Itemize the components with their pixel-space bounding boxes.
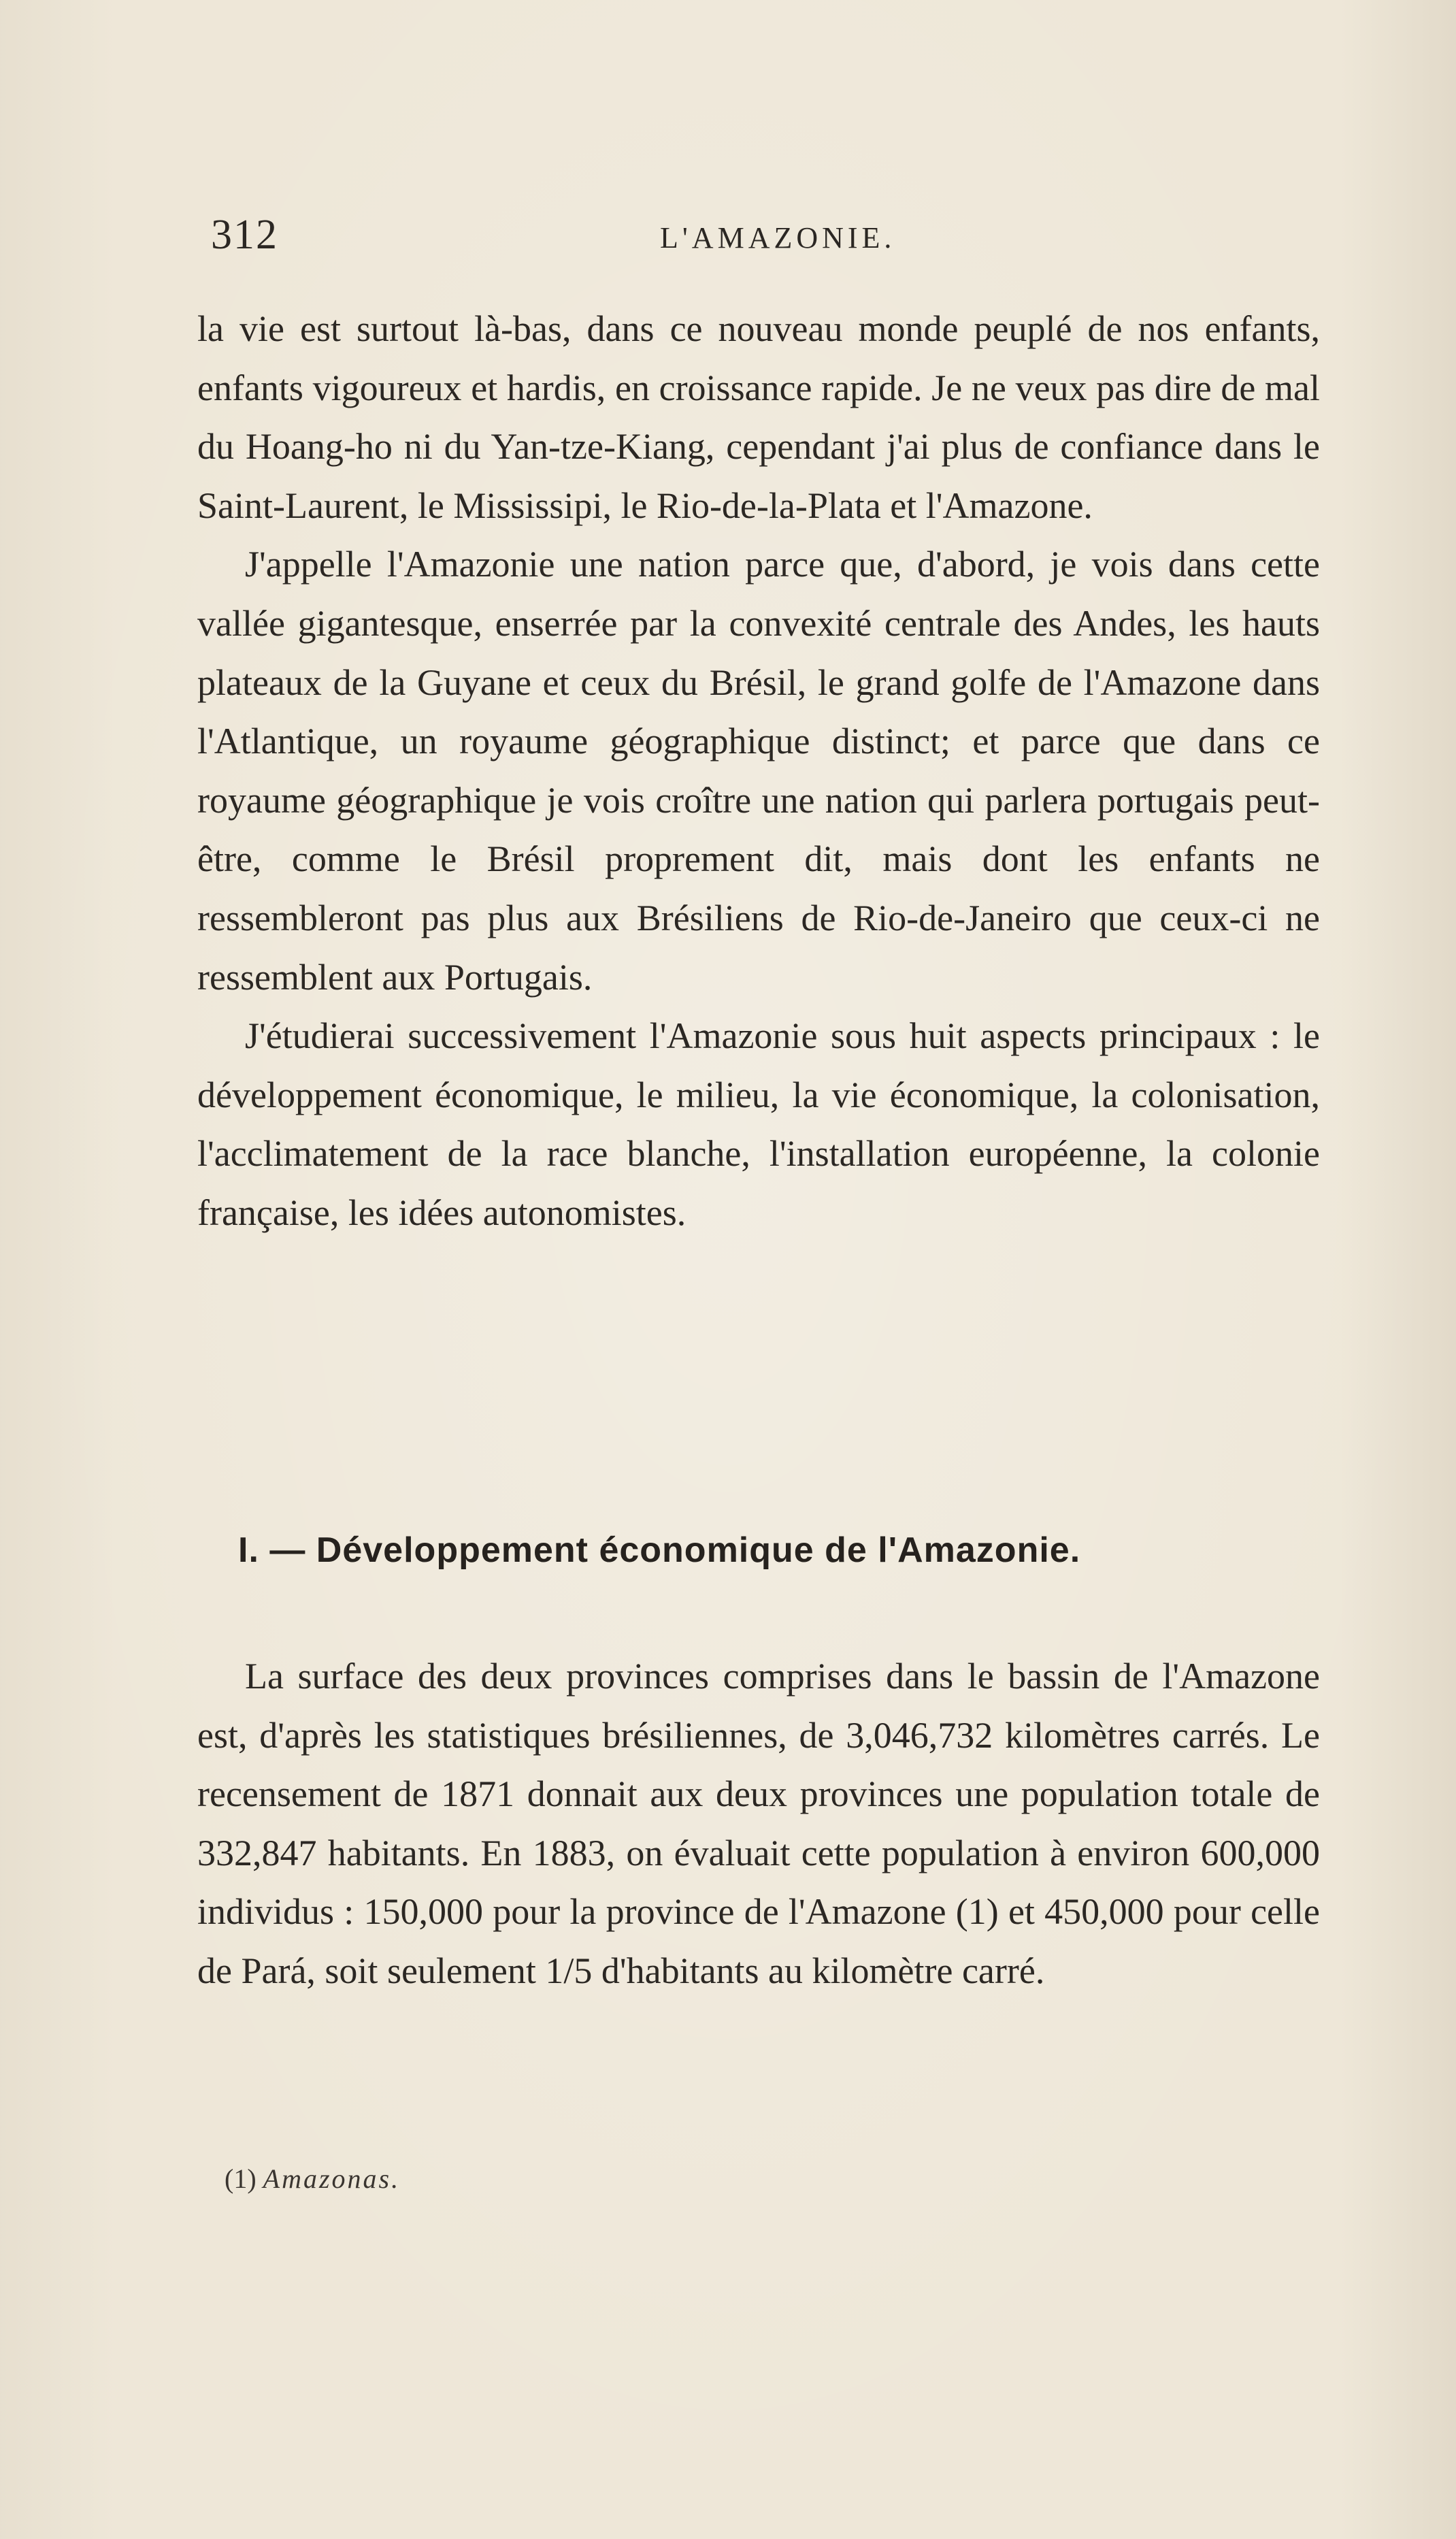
footnote xyxy=(225,2163,400,2195)
paragraph-1: la vie est surtout là-bas, dans ce nouveau monde peuplé de nos enfants, enfants vigoureux et hardis, en croissance rapide. Je ne veux pas dire de mal du Hoang-ho ni du Yan-tze-Kiang, cependant j'ai plus de confiance dans le Saint-Laurent, le Mississipi, le Rio-de-la-Plata et l'Amazone. xyxy=(197,308,1320,526)
section-heading: I. — Développement économique de l'Amazonie. xyxy=(238,1530,1081,1570)
body-text xyxy=(197,299,1320,1243)
running-head: L'AMAZONIE. xyxy=(660,221,896,255)
page-header xyxy=(211,211,1313,272)
footnote-text: Amazonas. xyxy=(263,2163,401,2194)
paragraph-2: J'appelle l'Amazonie une nation parce que, d'abord, je vois dans cette vallée gigantesque, enserrée par la convexité centrale des Andes, les hauts plateaux de la Guyane et ceux du Brésil, le grand golfe de l'Amazone dans l'Atlantique, un royaume géographique distinct; et parce que dans ce royaume géographique je vois croître une nation qui parlera portugais peut-être, comme le Brésil proprement dit, mais dont les enfants ne ressembleront pas plus aux Brésiliens de Rio-de-Janeiro que ceux-ci ne ressemblent aux Portugais. xyxy=(197,544,1320,998)
section-paragraph: La surface des deux provinces comprises dans le bassin de l'Amazone est, d'après les statistiques brésiliennes, de 3,046,732 kilomètres carrés. Le recensement de 1871 donnait aux deux provinces une population totale de 332,847 habitants. En 1883, on évaluait cette population à environ 600,000 individus : 150,000 pour la province de l'Amazone (1) et 450,000 pour celle de Pará, soit seulement 1/5 d'habitants au kilomètre carré. xyxy=(197,1656,1320,1991)
page-number: 312 xyxy=(211,212,278,258)
paragraph-3: J'étudierai successivement l'Amazonie sous huit aspects principaux : le développement économique, le milieu, la vie économique, la colonisation, l'acclimatement de la race blanche, l'installation européenne, la colonie française, les idées autonomistes. xyxy=(197,1015,1320,1233)
section-body xyxy=(197,1647,1320,2001)
footnote-marker: (1) xyxy=(225,2163,257,2194)
